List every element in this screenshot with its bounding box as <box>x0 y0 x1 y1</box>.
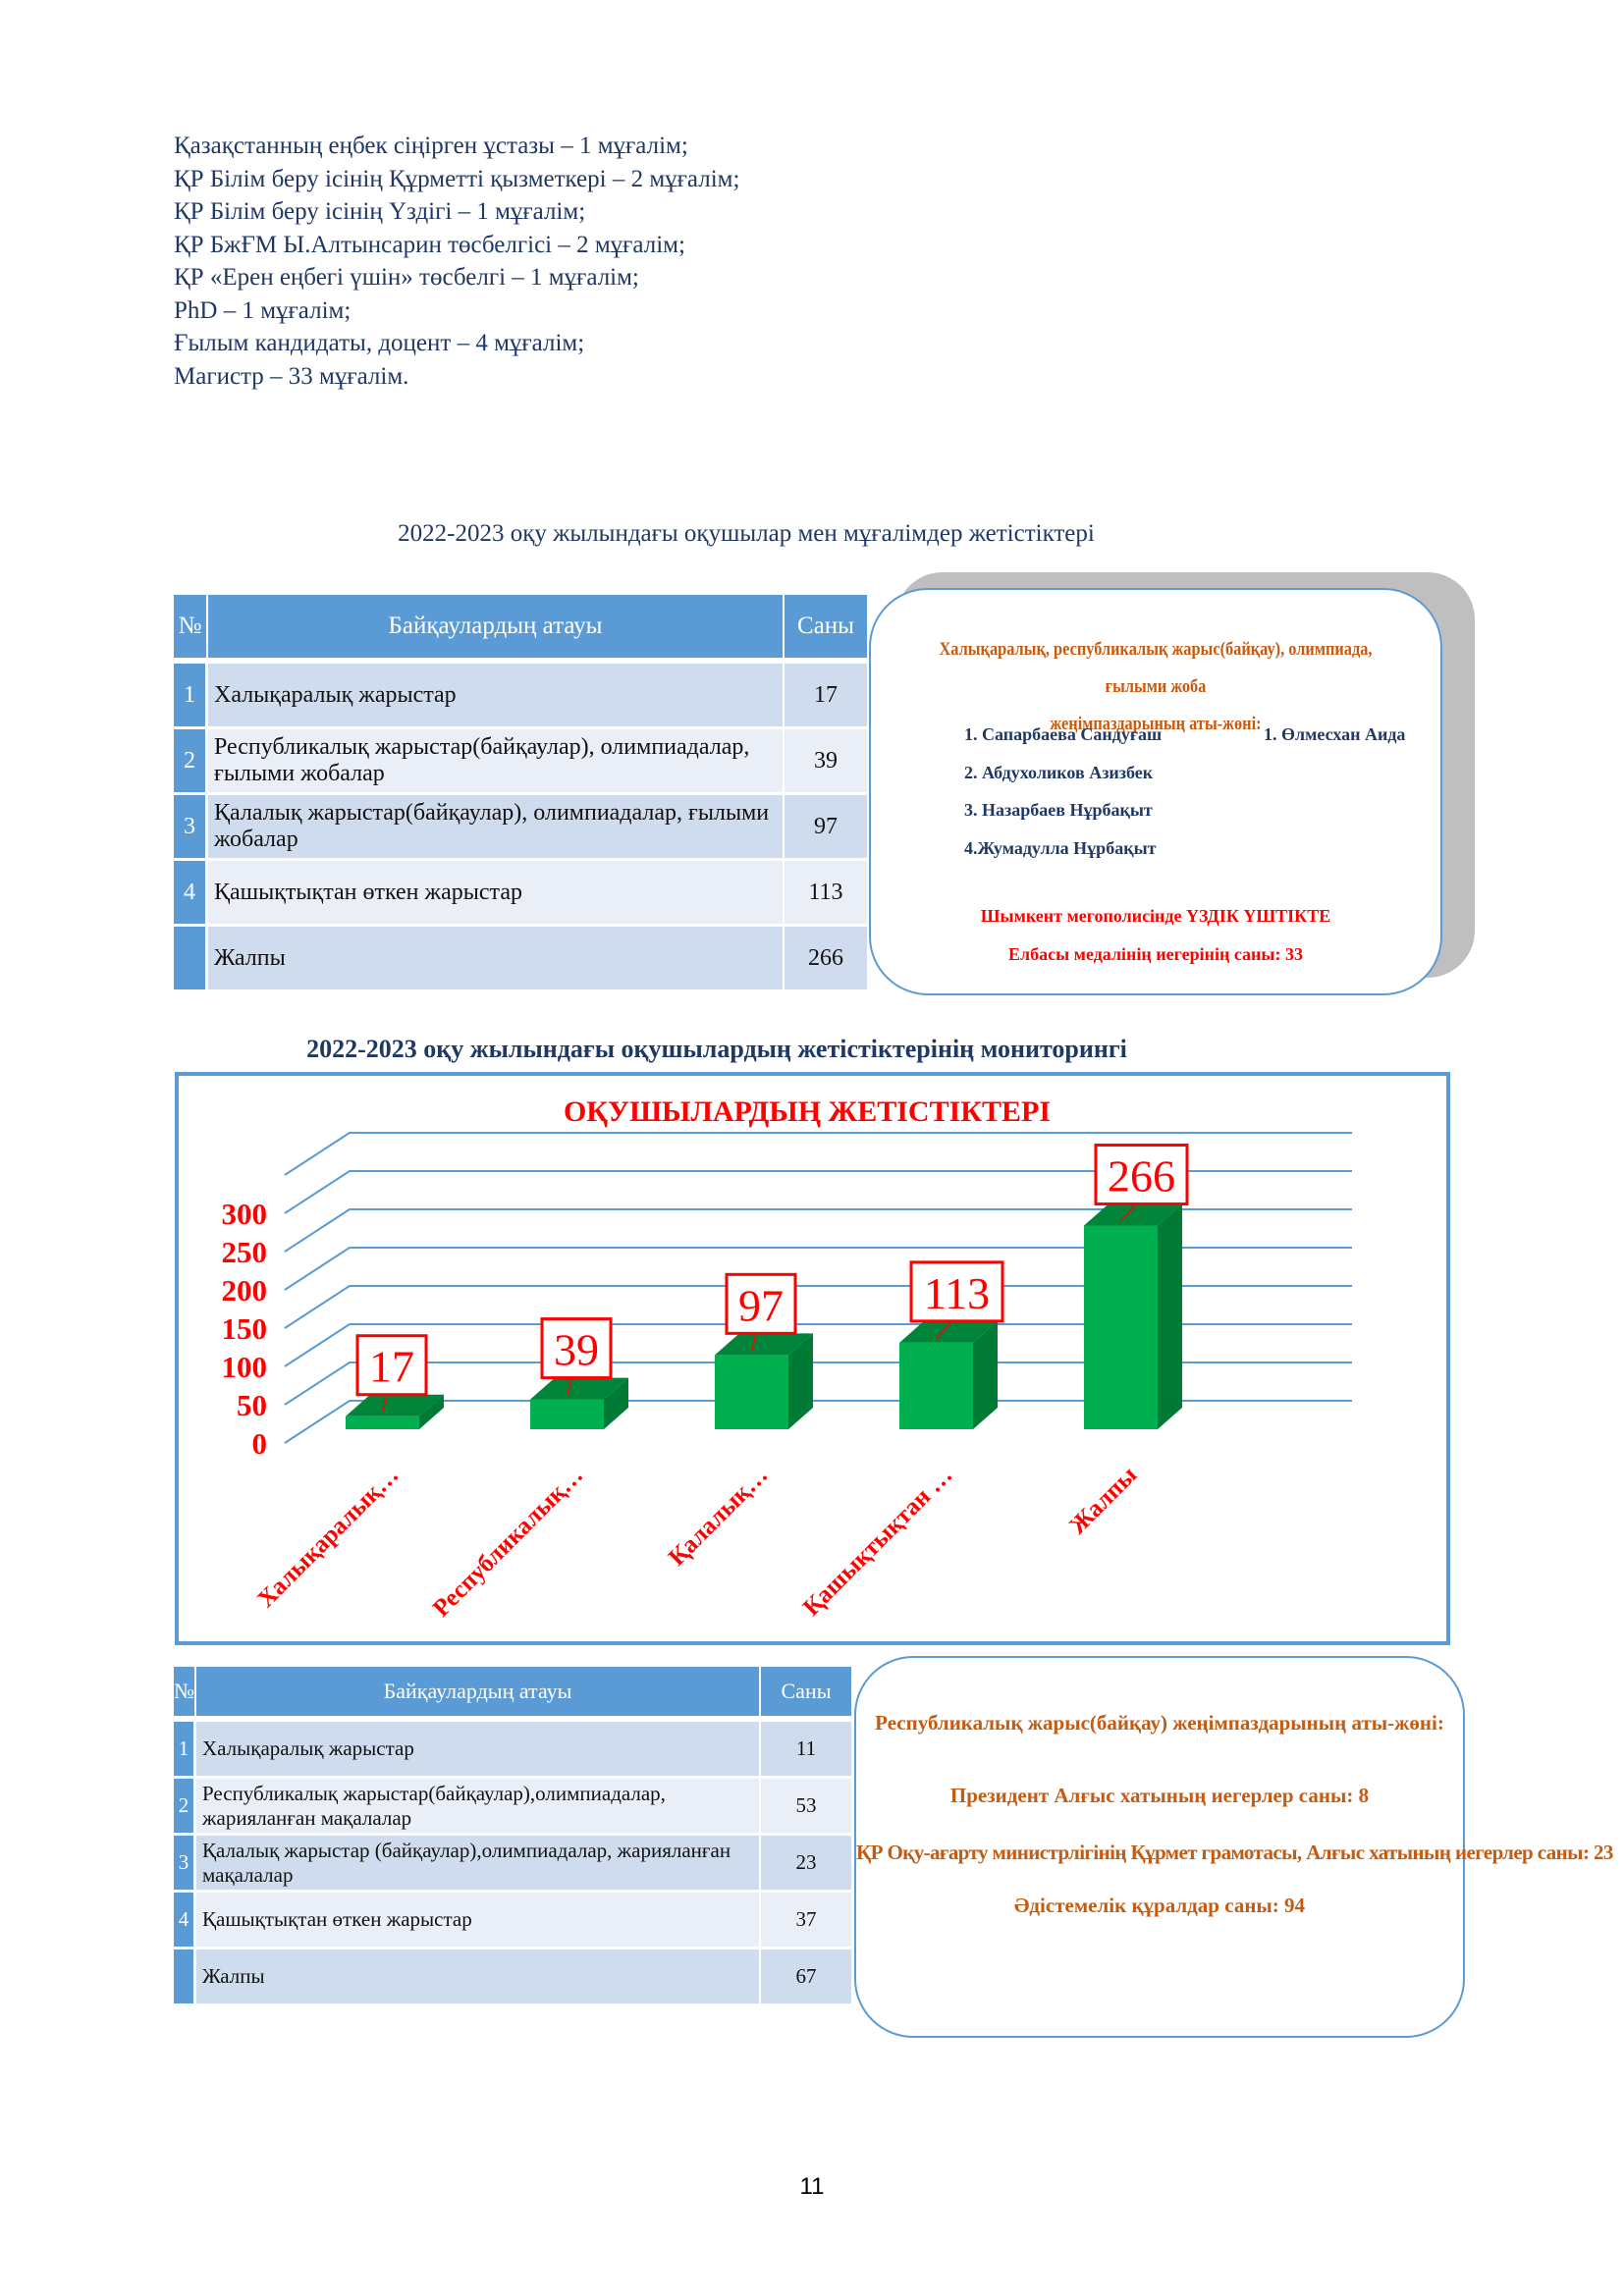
table-header-row <box>174 595 867 664</box>
bar-front <box>1084 1226 1158 1429</box>
y-axis-ticks <box>222 1197 268 1461</box>
row-name: Қалалық жарыстар (байқаулар),олимпиадалар, жарияланған мақалалар <box>196 1836 761 1893</box>
achievements-chart <box>175 1072 1450 1645</box>
table-row-total <box>174 927 867 992</box>
row-number: 1 <box>174 664 208 729</box>
table-row <box>174 664 867 729</box>
y-tick-label: 100 <box>221 1350 267 1384</box>
awards-line: Әдістемелік құралдар саны: 94 <box>1013 1894 1306 1917</box>
data-label: 97 <box>738 1280 784 1331</box>
list-item: ҚР Білім беру ісінің Құрметті қызметкері – 2 мұғалім; <box>174 165 740 192</box>
row-name: Жалпы <box>196 1949 761 2006</box>
header-number: № <box>174 1667 196 1722</box>
row-count: 37 <box>761 1893 851 1949</box>
winner-name: 1. Сапарбаева Сандуғаш <box>964 724 1163 744</box>
row-number: 4 <box>174 861 208 927</box>
winners-title-line: Халықаралық, республикалық жарыс(байқау), олимпиада, ғылыми жоба <box>939 639 1373 697</box>
awards-line: ҚР Оқу-ағарту министрлігінің Құрмет грамотасы, Алғыс хатының иегерлер саны: 23 <box>856 1841 1613 1864</box>
winners-list-left <box>964 716 1162 867</box>
page-number: 11 <box>799 2173 825 2200</box>
x-category-label: Қашықтықтан … <box>797 1462 958 1622</box>
awards-box <box>854 1656 1613 2038</box>
winner-name: 1. Өлмесхан Аида <box>1264 724 1406 744</box>
data-label: 39 <box>554 1324 599 1375</box>
row-name: Қалалық жарыстар(байқаулар), олимпиадалар, ғылыми жобалар <box>208 795 785 861</box>
section-title-monitoring: 2022-2023 оқу жылындағы оқушылардың жетістіктерінің мониторингі <box>306 1035 1127 1063</box>
x-category-label: Жалпы <box>1064 1462 1143 1540</box>
bar <box>715 1333 813 1429</box>
y-tick-label: 50 <box>237 1388 267 1422</box>
teacher-awards-list <box>174 130 739 393</box>
gridline <box>285 1209 1352 1252</box>
row-count: 17 <box>785 664 867 729</box>
gridline <box>285 1324 1352 1366</box>
list-item: ҚР Білім беру ісінің Үздігі – 1 мұғалім; <box>174 198 586 225</box>
table-row <box>174 1779 851 1836</box>
bar-front <box>530 1400 604 1429</box>
row-name: Халықаралық жарыстар <box>196 1722 761 1779</box>
chart-title: ОҚУШЫЛАРДЫҢ ЖЕТІСТІКТЕРІ <box>563 1095 1052 1128</box>
list-item: ҚР «Ерен еңбегі үшін» төсбелгі – 1 мұғалім; <box>174 264 639 291</box>
y-tick-label: 0 <box>251 1426 267 1461</box>
header-number: № <box>174 595 208 664</box>
bar-side <box>1158 1204 1182 1429</box>
gridlines <box>285 1133 1352 1443</box>
row-number: 3 <box>174 1836 196 1893</box>
table-header-row <box>174 1667 851 1722</box>
winner-name: 4.Жумадулла Нұрбақыт <box>964 837 1157 858</box>
gridline <box>285 1362 1352 1405</box>
row-name: Қашықтықтан өткен жарыстар <box>196 1893 761 1949</box>
table-row <box>174 1836 851 1893</box>
gridline <box>285 1171 1352 1213</box>
row-count: 67 <box>761 1949 851 2006</box>
row-name: Республикалық жарыстар(байқаулар), олимпиадалар, ғылыми жобалар <box>208 729 785 795</box>
list-item: Қазақстанның еңбек сіңірген ұстазы – 1 мұғалім; <box>174 133 688 159</box>
list-item: ҚР БжҒМ Ы.Алтынсарин төсбелгісі – 2 мұғалім; <box>174 231 685 258</box>
top-three-note: Шымкент мегополисінде ҮЗДІК ҮШТІКТЕ <box>980 906 1331 926</box>
row-count: 113 <box>785 861 867 927</box>
row-number: 4 <box>174 1893 196 1949</box>
header-name: Байқаулардың атауы <box>208 595 785 664</box>
table-row <box>174 795 867 861</box>
bar-front <box>715 1355 788 1429</box>
row-name: Республикалық жарыстар(байқаулар),олимпиадалар, жарияланған мақалалар <box>196 1779 761 1836</box>
chart-canvas <box>179 1076 1446 1641</box>
bar <box>530 1378 628 1429</box>
x-axis-labels <box>252 1462 1142 1622</box>
data-label: 17 <box>369 1341 414 1392</box>
row-count: 11 <box>761 1722 851 1779</box>
awards-line: Президент Алғыс хатының иегерлер саны: 8 <box>949 1784 1370 1807</box>
bar <box>1084 1204 1182 1429</box>
winners-box <box>869 588 1442 995</box>
row-name: Жалпы <box>208 927 785 992</box>
header-name: Байқаулардың атауы <box>196 1667 761 1722</box>
header-count: Саны <box>761 1667 851 1722</box>
gridline <box>285 1133 1352 1175</box>
bar-front <box>899 1343 973 1429</box>
row-name: Халықаралық жарыстар <box>208 664 785 729</box>
header-count: Саны <box>785 595 867 664</box>
list-item: Ғылым кандидаты, доцент – 4 мұғалім; <box>174 330 585 356</box>
x-category-label: Халықаралық… <box>252 1462 405 1614</box>
awards-title: Республикалық жарыс(байқау) жеңімпаздарының аты-жөні: <box>875 1711 1444 1735</box>
row-count: 266 <box>785 927 867 992</box>
row-number: 2 <box>174 729 208 795</box>
y-tick-label: 200 <box>221 1273 267 1308</box>
row-count: 53 <box>761 1779 851 1836</box>
winner-name: 3. Назарбаев Нұрбақыт <box>964 800 1153 820</box>
medal-count-note: Елбасы медалінің иегерінің саны: 33 <box>1008 944 1303 964</box>
table-row <box>174 1893 851 1949</box>
y-tick-label: 150 <box>221 1311 267 1346</box>
gridline <box>285 1286 1352 1328</box>
row-count: 23 <box>761 1836 851 1893</box>
row-count: 97 <box>785 795 867 861</box>
data-label: 113 <box>923 1267 991 1318</box>
gridline <box>285 1248 1352 1290</box>
y-tick-label: 250 <box>221 1235 267 1269</box>
row-number <box>174 1949 196 2006</box>
y-tick-label: 300 <box>221 1197 267 1231</box>
row-name: Қашықтықтан өткен жарыстар <box>208 861 785 927</box>
bar <box>899 1321 998 1429</box>
section-title-achievements: 2022-2023 оқу жылындағы оқушылар мен мұғалімдер жетістіктері <box>398 520 1095 547</box>
winners-title-line: жеңімпаздарының аты-жөні: <box>1050 714 1262 734</box>
gridline <box>285 1401 1352 1443</box>
row-number: 1 <box>174 1722 196 1779</box>
teacher-achievements-table <box>174 1667 851 2006</box>
x-category-label: Қалалық… <box>663 1462 774 1572</box>
list-item: Магистр – 33 мұғалім. <box>174 362 409 390</box>
bar-front <box>346 1416 419 1429</box>
row-number <box>174 927 208 992</box>
data-label: 266 <box>1108 1150 1175 1201</box>
table-row <box>174 729 867 795</box>
winners-list-right <box>1264 716 1405 754</box>
row-number: 3 <box>174 795 208 861</box>
table-row <box>174 1722 851 1779</box>
achievements-table <box>174 595 867 992</box>
x-category-label: Республикалық… <box>427 1462 589 1623</box>
winner-name: 2. Абдухоликов Азизбек <box>964 762 1154 782</box>
list-item: PhD – 1 мұғалім; <box>174 296 352 324</box>
row-count: 39 <box>785 729 867 795</box>
row-number: 2 <box>174 1779 196 1836</box>
table-row <box>174 861 867 927</box>
table-row-total <box>174 1949 851 2006</box>
